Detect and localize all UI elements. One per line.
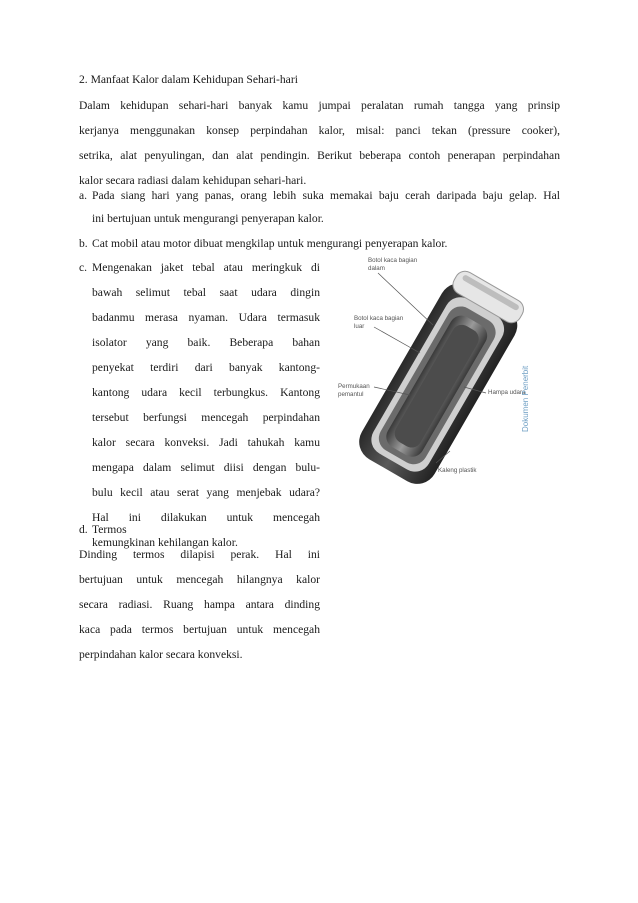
item-c-line: penyekat terdiri dari banyak kantong-	[92, 361, 320, 374]
item-d-line: secara radiasi. Ruang hampa antara dinding	[79, 598, 320, 611]
item-marker: d.	[79, 523, 88, 536]
item-marker: a.	[79, 189, 88, 202]
item-c-line: Hal ini dilakukan untuk mencegah	[92, 511, 320, 524]
intro-line: kalor secara radiasi dalam kehidupan sehari-hari.	[79, 174, 307, 187]
figure-credit: Dokumen Penerbit	[521, 365, 530, 432]
item-a-line	[79, 189, 560, 203]
item-d-line: bertujuan untuk mencegah hilangnya kalor	[79, 573, 320, 586]
item-d-title: Termos	[92, 523, 127, 536]
item-c-line: kantong udara kecil terbungkus. Kantong	[92, 386, 320, 399]
inner-glass-label: Botol kaca bagian dalam	[368, 257, 418, 272]
item-c-line: kemungkinan kehilangan kalor.	[92, 536, 238, 549]
reflective-surface-label: Permukaan pemantul	[338, 383, 370, 398]
item-c-line: tersebut berfungsi mencegah perpindahan	[92, 411, 320, 424]
item-marker: b.	[79, 237, 88, 250]
item-c-line: mengapa dalam selimut diisi dengan bulu-	[92, 461, 320, 474]
item-b-line	[79, 237, 560, 251]
thermos-illustration	[338, 255, 528, 505]
intro-line: kerjanya menggunakan konsep perpindahan kalor, misal: panci tekan (pressure cooker),	[79, 124, 560, 137]
item-d-line: Dinding termos dilapisi perak. Hal ini	[79, 548, 320, 561]
item-d-heading	[79, 523, 560, 537]
item-c-text: Mengenakan jaket tebal atau meringkuk di	[92, 261, 320, 274]
item-c-line: bulu kecil atau serat yang menjebak udara?	[92, 486, 320, 499]
outer-glass-label: Botol kaca bagian luar	[354, 315, 404, 330]
item-b-text: Cat mobil atau motor dibuat mengkilap untuk mengurangi penyerapan kalor.	[92, 237, 448, 250]
item-d-line: perpindahan kalor secara konveksi.	[79, 648, 243, 661]
thermos-figure	[338, 255, 528, 505]
intro-line: Dalam kehidupan sehari-hari banyak kamu jumpai peralatan rumah tangga yang prinsip	[79, 99, 560, 112]
section-heading: 2. Manfaat Kalor dalam Kehidupan Sehari-hari	[79, 73, 298, 86]
item-a-text: Pada siang hari yang panas, orang lebih suka memakai baju cerah daripada baju gelap. Hal	[92, 189, 560, 202]
plastic-can-label: Kaleng plastik	[438, 467, 477, 474]
item-c-line: bawah selimut tebal saat udara dingin	[92, 286, 320, 299]
item-c-line	[79, 261, 320, 275]
intro-line: setrika, alat penyulingan, dan alat pendingin. Berikut beberapa contoh penerapan perpindahan	[79, 149, 560, 162]
item-d-line: kaca pada termos bertujuan untuk mencegah	[79, 623, 320, 636]
item-a-line: ini bertujuan untuk mengurangi penyerapan kalor.	[92, 212, 324, 225]
item-c-line: kalor secara konveksi. Jadi tahukah kamu	[92, 436, 320, 449]
item-marker: c.	[79, 261, 88, 274]
vacuum-label: Hampa udara	[488, 389, 526, 396]
item-c-line: badanmu merasa nyaman. Udara termasuk	[92, 311, 320, 324]
item-c-line: isolator yang baik. Beberapa bahan	[92, 336, 320, 349]
